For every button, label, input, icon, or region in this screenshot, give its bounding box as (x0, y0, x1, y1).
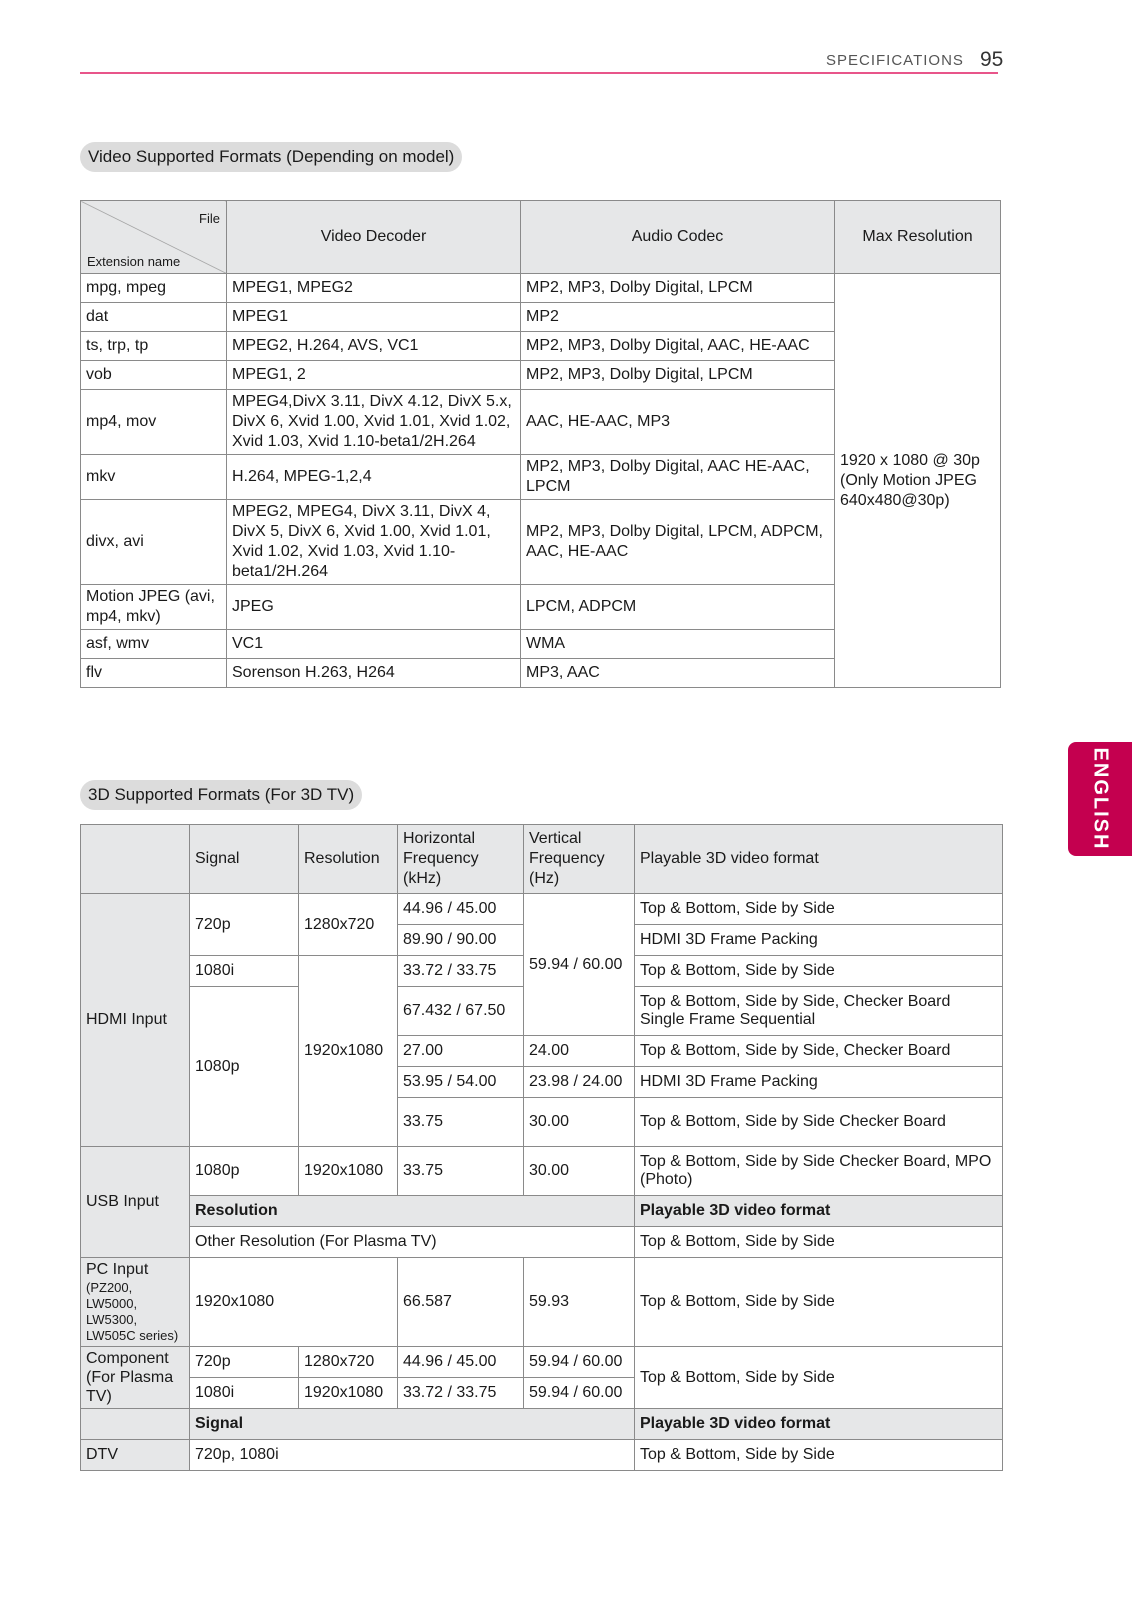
3d-formats-table (80, 824, 1003, 1471)
resolution-cell: 1920x1080 (299, 1378, 398, 1409)
signal-cell: 1080i (190, 1378, 299, 1409)
table-row (81, 1227, 1003, 1258)
signal-cell: 720p (190, 1347, 299, 1378)
format-cell: Top & Bottom, Side by Side Checker Board, MPO (Photo) (635, 1147, 1003, 1196)
signal-cell: 720p (190, 894, 299, 956)
pc-input-models: (PZ200, LW5000, LW5300, LW505C series) (86, 1280, 179, 1343)
video-formats-heading: Video Supported Formats (Depending on model) (80, 142, 462, 172)
max-resolution-cell: 1920 x 1080 @ 30p (Only Motion JPEG 640x480@30p) (835, 274, 1001, 688)
format-cell: Top & Bottom, Side by Side, Checker Board Single Frame Sequential (635, 987, 1003, 1036)
max-resolution-header: Max Resolution (835, 201, 1001, 274)
audio-cell: WMA (521, 630, 835, 659)
vfreq-cell: 30.00 (524, 1098, 635, 1147)
hdmi-input-label: HDMI Input (81, 894, 190, 1147)
ext-cell: mkv (81, 455, 227, 500)
hfreq-cell: 67.432 / 67.50 (398, 987, 524, 1036)
vfreq-cell: 30.00 (524, 1147, 635, 1196)
hfreq-cell: 66.587 (398, 1258, 524, 1347)
resolution-cell: 1920x1080 (299, 1147, 398, 1196)
format-cell: Top & Bottom, Side by Side (635, 1440, 1003, 1471)
vfreq-cell: 59.94 / 60.00 (524, 1347, 635, 1378)
video-cell: MPEG1 (227, 303, 521, 332)
signal-cell: 1080p (190, 1147, 299, 1196)
dtv-empty-cell (81, 1409, 190, 1440)
ext-cell: vob (81, 361, 227, 390)
audio-cell: MP2, MP3, Dolby Digital, AAC, HE-AAC (521, 332, 835, 361)
audio-codec-header: Audio Codec (521, 201, 835, 274)
extension-name-label: Extension name (87, 254, 181, 269)
ext-cell: asf, wmv (81, 630, 227, 659)
signal-cell: 1080i (190, 956, 299, 987)
video-cell: MPEG2, MPEG4, DivX 3.11, DivX 4, DivX 5, DivX 6, Xvid 1.00, Xvid 1.01, Xvid 1.02, Xvid 1.03, Xvid 1.10-beta1/2H.264 (227, 500, 521, 585)
table-row (81, 1347, 1003, 1378)
table-row (81, 1196, 1003, 1227)
pc-input-label (81, 1258, 190, 1347)
audio-cell: MP2, MP3, Dolby Digital, LPCM, ADPCM, AAC, HE-AAC (521, 500, 835, 585)
table-header-row (81, 825, 1003, 894)
format-cell: HDMI 3D Frame Packing (635, 1067, 1003, 1098)
audio-cell: MP3, AAC (521, 659, 835, 688)
vfreq-cell: 23.98 / 24.00 (524, 1067, 635, 1098)
table-row (81, 1409, 1003, 1440)
hfreq-cell: 44.96 / 45.00 (398, 1347, 524, 1378)
playable-format-header: Playable 3D video format (635, 825, 1003, 894)
file-label: File (199, 211, 220, 226)
ext-cell: mpg, mpeg (81, 274, 227, 303)
video-cell: Sorenson H.263, H264 (227, 659, 521, 688)
hfreq-cell: 53.95 / 54.00 (398, 1067, 524, 1098)
audio-cell: MP2, MP3, Dolby Digital, LPCM (521, 274, 835, 303)
format-cell: Top & Bottom, Side by Side (635, 956, 1003, 987)
dtv-format-subheader: Playable 3D video format (635, 1409, 1003, 1440)
vfreq-cell: 59.93 (524, 1258, 635, 1347)
resolution-cell: 1280x720 (299, 1347, 398, 1378)
ext-cell: Motion JPEG (avi, mp4, mkv) (81, 585, 227, 630)
hfreq-cell: 33.72 / 33.75 (398, 956, 524, 987)
audio-cell: LPCM, ADPCM (521, 585, 835, 630)
table-row (81, 1440, 1003, 1471)
vfreq-cell: 59.94 / 60.00 (524, 894, 635, 1036)
video-decoder-header: Video Decoder (227, 201, 521, 274)
table-row (81, 1258, 1003, 1347)
resolution-cell: 1280x720 (299, 894, 398, 956)
signal-header: Signal (190, 825, 299, 894)
video-cell: MPEG2, H.264, AVS, VC1 (227, 332, 521, 361)
format-cell: Top & Bottom, Side by Side, Checker Board (635, 1036, 1003, 1067)
vfreq-cell: 59.94 / 60.00 (524, 1378, 635, 1409)
hfreq-cell: 33.75 (398, 1098, 524, 1147)
signal-cell: 720p, 1080i (190, 1440, 635, 1471)
empty-header-cell (81, 825, 190, 894)
header-section-title: SPECIFICATIONS (826, 52, 964, 69)
resolution-header: Resolution (299, 825, 398, 894)
audio-cell: MP2, MP3, Dolby Digital, AAC HE-AAC, LPCM (521, 455, 835, 500)
usb-input-label: USB Input (81, 1147, 190, 1258)
hfreq-cell: 44.96 / 45.00 (398, 894, 524, 925)
audio-cell: MP2 (521, 303, 835, 332)
hfreq-cell: 89.90 / 90.00 (398, 925, 524, 956)
header-rule (80, 72, 998, 74)
resolution-cell: 1920x1080 (299, 956, 398, 1147)
format-cell: Top & Bottom, Side by Side (635, 1258, 1003, 1347)
table-row (81, 894, 1003, 925)
video-cell: MPEG1, MPEG2 (227, 274, 521, 303)
video-cell: MPEG4,DivX 3.11, DivX 4.12, DivX 5.x, DivX 6, Xvid 1.00, Xvid 1.01, Xvid 1.02, Xvid 1.03, Xvid 1.10-beta1/2H.264 (227, 390, 521, 455)
ext-cell: mp4, mov (81, 390, 227, 455)
signal-cell: 1080p (190, 987, 299, 1147)
format-cell: Top & Bottom, Side by Side (635, 894, 1003, 925)
audio-cell: AAC, HE-AAC, MP3 (521, 390, 835, 455)
hfreq-cell: 33.72 / 33.75 (398, 1378, 524, 1409)
hfreq-cell: 33.75 (398, 1147, 524, 1196)
hfreq-cell: 27.00 (398, 1036, 524, 1067)
format-cell: Top & Bottom, Side by Side Checker Board (635, 1098, 1003, 1147)
audio-cell: MP2, MP3, Dolby Digital, LPCM (521, 361, 835, 390)
vertical-frequency-header: Vertical Frequency (Hz) (524, 825, 635, 894)
resolution-cell: 1920x1080 (190, 1258, 398, 1347)
dtv-signal-subheader: Signal (190, 1409, 635, 1440)
format-cell: Top & Bottom, Side by Side (635, 1347, 1003, 1409)
video-cell: H.264, MPEG-1,2,4 (227, 455, 521, 500)
table-row (81, 274, 1001, 303)
vfreq-cell: 24.00 (524, 1036, 635, 1067)
format-cell: Top & Bottom, Side by Side (635, 1227, 1003, 1258)
video-formats-table (80, 200, 1001, 688)
usb-resolution-subheader: Resolution (190, 1196, 635, 1227)
3d-formats-heading: 3D Supported Formats (For 3D TV) (80, 780, 362, 810)
video-cell: MPEG1, 2 (227, 361, 521, 390)
language-tab (1068, 742, 1132, 856)
dtv-label: DTV (81, 1440, 190, 1471)
ext-cell: flv (81, 659, 227, 688)
table-row (81, 1147, 1003, 1196)
language-tab-label: ENGLISH (1089, 747, 1112, 851)
format-cell: HDMI 3D Frame Packing (635, 925, 1003, 956)
page-number: 95 (980, 48, 1004, 71)
ext-cell: dat (81, 303, 227, 332)
ext-cell: divx, avi (81, 500, 227, 585)
video-cell: VC1 (227, 630, 521, 659)
horizontal-frequency-header: Horizontal Frequency (kHz) (398, 825, 524, 894)
table-header-row (81, 201, 1001, 274)
usb-format-subheader: Playable 3D video format (635, 1196, 1003, 1227)
pc-input-title: PC Input (86, 1261, 149, 1278)
diagonal-header-cell (81, 201, 227, 274)
other-resolution-cell: Other Resolution (For Plasma TV) (190, 1227, 635, 1258)
component-label: Component (For Plasma TV) (81, 1347, 190, 1409)
ext-cell: ts, trp, tp (81, 332, 227, 361)
video-cell: JPEG (227, 585, 521, 630)
